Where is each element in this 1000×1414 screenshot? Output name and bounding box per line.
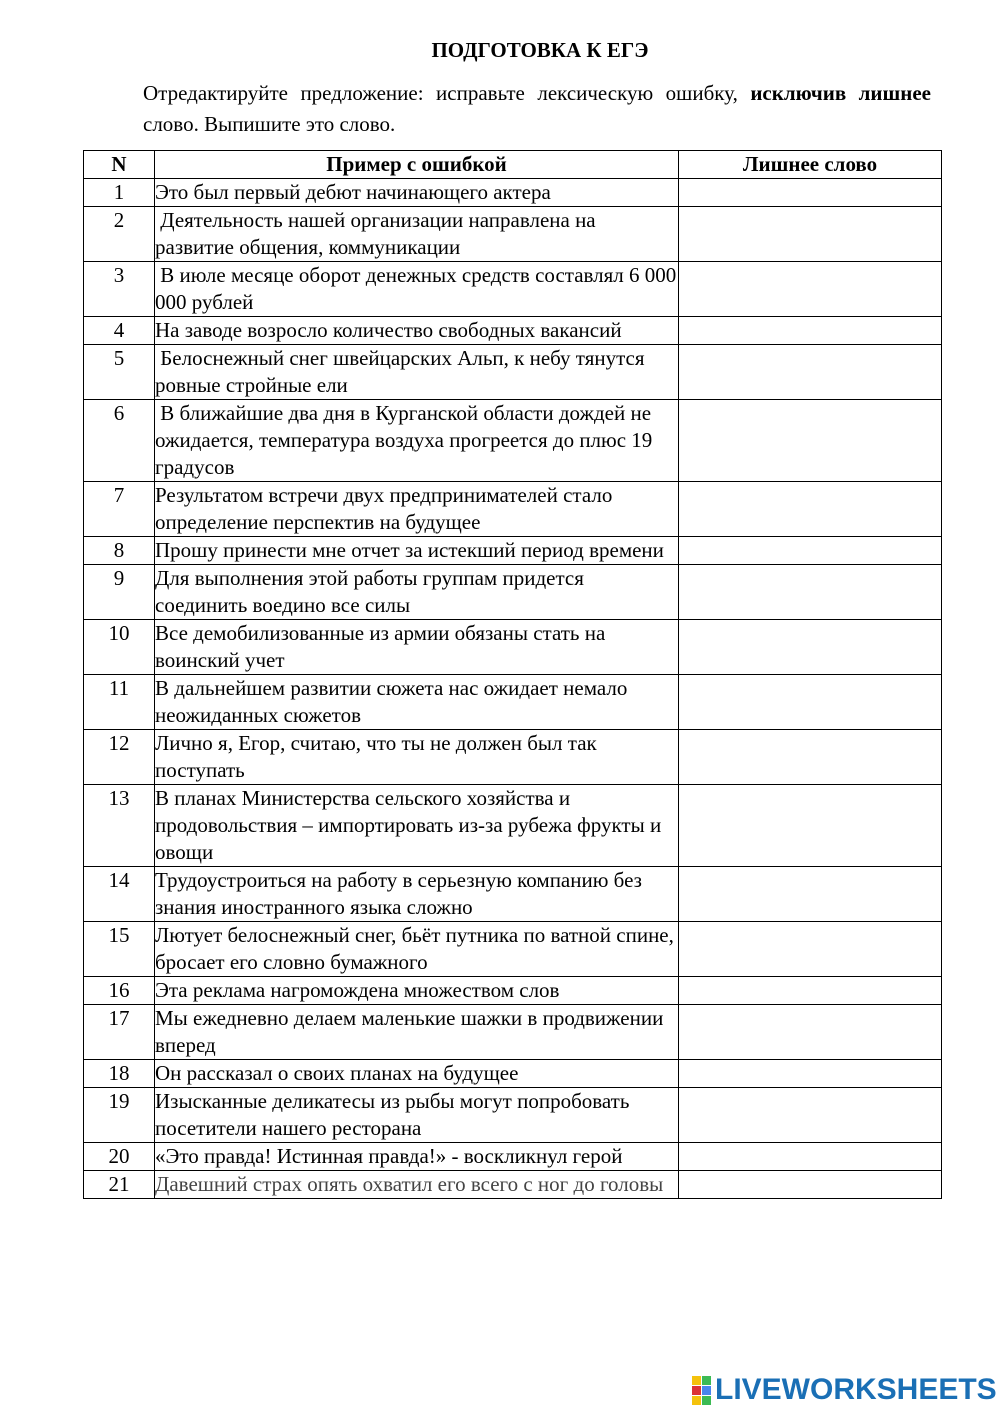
table-row bbox=[84, 1060, 942, 1088]
brand-mark-tile bbox=[702, 1376, 711, 1385]
row-number: 14 bbox=[84, 867, 155, 922]
row-number: 10 bbox=[84, 620, 155, 675]
row-example-text: Все демобилизованные из армии обязаны стать на воинский учет bbox=[155, 620, 679, 675]
answer-input-cell[interactable] bbox=[679, 1060, 942, 1088]
row-example-text: Для выполнения этой работы группам придется соединить воедино все силы bbox=[155, 565, 679, 620]
table-row bbox=[84, 922, 942, 977]
answer-input-cell[interactable] bbox=[679, 977, 942, 1005]
row-number: 13 bbox=[84, 785, 155, 867]
row-example-text: «Это правда! Истинная правда!» - воскликнул герой bbox=[155, 1143, 679, 1171]
row-example-text: Трудоустроиться на работу в серьезную компанию без знания иностранного языка сложно bbox=[155, 867, 679, 922]
table-row bbox=[84, 675, 942, 730]
row-example-text: Результатом встречи двух предпринимателей стало определение перспектив на будущее bbox=[155, 482, 679, 537]
row-number: 2 bbox=[84, 207, 155, 262]
answer-input-cell[interactable] bbox=[679, 482, 942, 537]
row-number: 1 bbox=[84, 179, 155, 207]
table-row bbox=[84, 1088, 942, 1143]
table-row bbox=[84, 620, 942, 675]
row-number: 21 bbox=[84, 1171, 155, 1199]
answer-input-cell[interactable] bbox=[679, 179, 942, 207]
answer-input-cell[interactable] bbox=[679, 867, 942, 922]
row-number: 16 bbox=[84, 977, 155, 1005]
answer-input-cell[interactable] bbox=[679, 207, 942, 262]
table-row bbox=[84, 730, 942, 785]
table-row bbox=[84, 537, 942, 565]
table-row bbox=[84, 317, 942, 345]
brand-mark-icon bbox=[692, 1376, 711, 1405]
header-example: Пример с ошибкой bbox=[155, 151, 679, 179]
brand-mark-tile bbox=[702, 1396, 711, 1405]
row-number: 8 bbox=[84, 537, 155, 565]
answer-input-cell[interactable] bbox=[679, 262, 942, 317]
table-row bbox=[84, 400, 942, 482]
table-row bbox=[84, 482, 942, 537]
brand-mark-tile bbox=[692, 1376, 701, 1385]
answer-input-cell[interactable] bbox=[679, 1005, 942, 1060]
table-row bbox=[84, 867, 942, 922]
row-number: 11 bbox=[84, 675, 155, 730]
row-number: 3 bbox=[84, 262, 155, 317]
row-example-text: Эта реклама нагромождена множеством слов bbox=[155, 977, 679, 1005]
brand-name: LIVEWORKSHEETS bbox=[715, 1373, 997, 1406]
table-body bbox=[84, 179, 942, 1199]
instruction-part-1: Отредактируйте предложение: исправьте лексическую ошибку, bbox=[143, 81, 751, 105]
brand-mark-tile bbox=[692, 1396, 701, 1405]
table-row bbox=[84, 1143, 942, 1171]
liveworksheets-logo bbox=[692, 1372, 997, 1408]
row-number: 20 bbox=[84, 1143, 155, 1171]
answer-input-cell[interactable] bbox=[679, 317, 942, 345]
row-number: 9 bbox=[84, 565, 155, 620]
row-number: 7 bbox=[84, 482, 155, 537]
table-row bbox=[84, 345, 942, 400]
answer-input-cell[interactable] bbox=[679, 565, 942, 620]
row-example-text: На заводе возросло количество свободных вакансий bbox=[155, 317, 679, 345]
row-example-text: Изысканные деликатесы из рыбы могут попробовать посетители нашего ресторана bbox=[155, 1088, 679, 1143]
row-example-text: В дальнейшем развитии сюжета нас ожидает немало неожиданных сюжетов bbox=[155, 675, 679, 730]
header-number: N bbox=[84, 151, 155, 179]
row-number: 15 bbox=[84, 922, 155, 977]
row-number: 5 bbox=[84, 345, 155, 400]
row-number: 19 bbox=[84, 1088, 155, 1143]
row-example-text: В июле месяце оборот денежных средств составлял 6 000 000 рублей bbox=[155, 262, 679, 317]
row-example-text: В ближайшие два дня в Курганской области дождей не ожидается, температура воздуха прогреется до плюс 19 градусов bbox=[155, 400, 679, 482]
row-example-text: Это был первый дебют начинающего актера bbox=[155, 179, 679, 207]
row-example-text: Давешний страх опять охватил его всего с ног до головы bbox=[155, 1171, 679, 1199]
answer-input-cell[interactable] bbox=[679, 1171, 942, 1199]
instruction-text bbox=[143, 78, 931, 140]
answer-input-cell[interactable] bbox=[679, 400, 942, 482]
answer-input-cell[interactable] bbox=[679, 922, 942, 977]
table-header-row bbox=[84, 151, 942, 179]
table-row bbox=[84, 262, 942, 317]
row-example-text: В планах Министерства сельского хозяйства и продовольствия – импортировать из-за рубежа фрукты и овощи bbox=[155, 785, 679, 867]
brand-mark-tile bbox=[702, 1386, 711, 1395]
exercise-table bbox=[83, 150, 942, 1199]
table-row bbox=[84, 1171, 942, 1199]
page-title: ПОДГОТОВКА К ЕГЭ bbox=[431, 38, 649, 62]
answer-input-cell[interactable] bbox=[679, 1088, 942, 1143]
answer-input-cell[interactable] bbox=[679, 537, 942, 565]
row-number: 6 bbox=[84, 400, 155, 482]
answer-input-cell[interactable] bbox=[679, 730, 942, 785]
row-example-text: Белоснежный снег швейцарских Альп, к небу тянутся ровные стройные ели bbox=[155, 345, 679, 400]
row-example-text: Деятельность нашей организации направлена на развитие общения, коммуникации bbox=[155, 207, 679, 262]
row-number: 4 bbox=[84, 317, 155, 345]
instruction-part-2: слово. Выпишите это слово. bbox=[143, 112, 396, 136]
answer-input-cell[interactable] bbox=[679, 620, 942, 675]
instruction-bold: исключив лишнее bbox=[750, 81, 932, 105]
row-number: 17 bbox=[84, 1005, 155, 1060]
row-example-text: Лютует белоснежный снег, бьёт путника по ватной спине, бросает его словно бумажного bbox=[155, 922, 679, 977]
row-example-text: Лично я, Егор, считаю, что ты не должен был так поступать bbox=[155, 730, 679, 785]
answer-input-cell[interactable] bbox=[679, 785, 942, 867]
brand-mark-tile bbox=[692, 1386, 701, 1395]
table-row bbox=[84, 179, 942, 207]
table-row bbox=[84, 785, 942, 867]
row-number: 12 bbox=[84, 730, 155, 785]
header-answer: Лишнее слово bbox=[679, 151, 942, 179]
row-example-text: Мы ежедневно делаем маленькие шажки в продвижении вперед bbox=[155, 1005, 679, 1060]
answer-input-cell[interactable] bbox=[679, 675, 942, 730]
table-row bbox=[84, 207, 942, 262]
row-example-text: Он рассказал о своих планах на будущее bbox=[155, 1060, 679, 1088]
answer-input-cell[interactable] bbox=[679, 1143, 942, 1171]
table-row bbox=[84, 977, 942, 1005]
answer-input-cell[interactable] bbox=[679, 345, 942, 400]
row-example-text: Прошу принести мне отчет за истекший период времени bbox=[155, 537, 679, 565]
table-row bbox=[84, 1005, 942, 1060]
table-row bbox=[84, 565, 942, 620]
row-number: 18 bbox=[84, 1060, 155, 1088]
